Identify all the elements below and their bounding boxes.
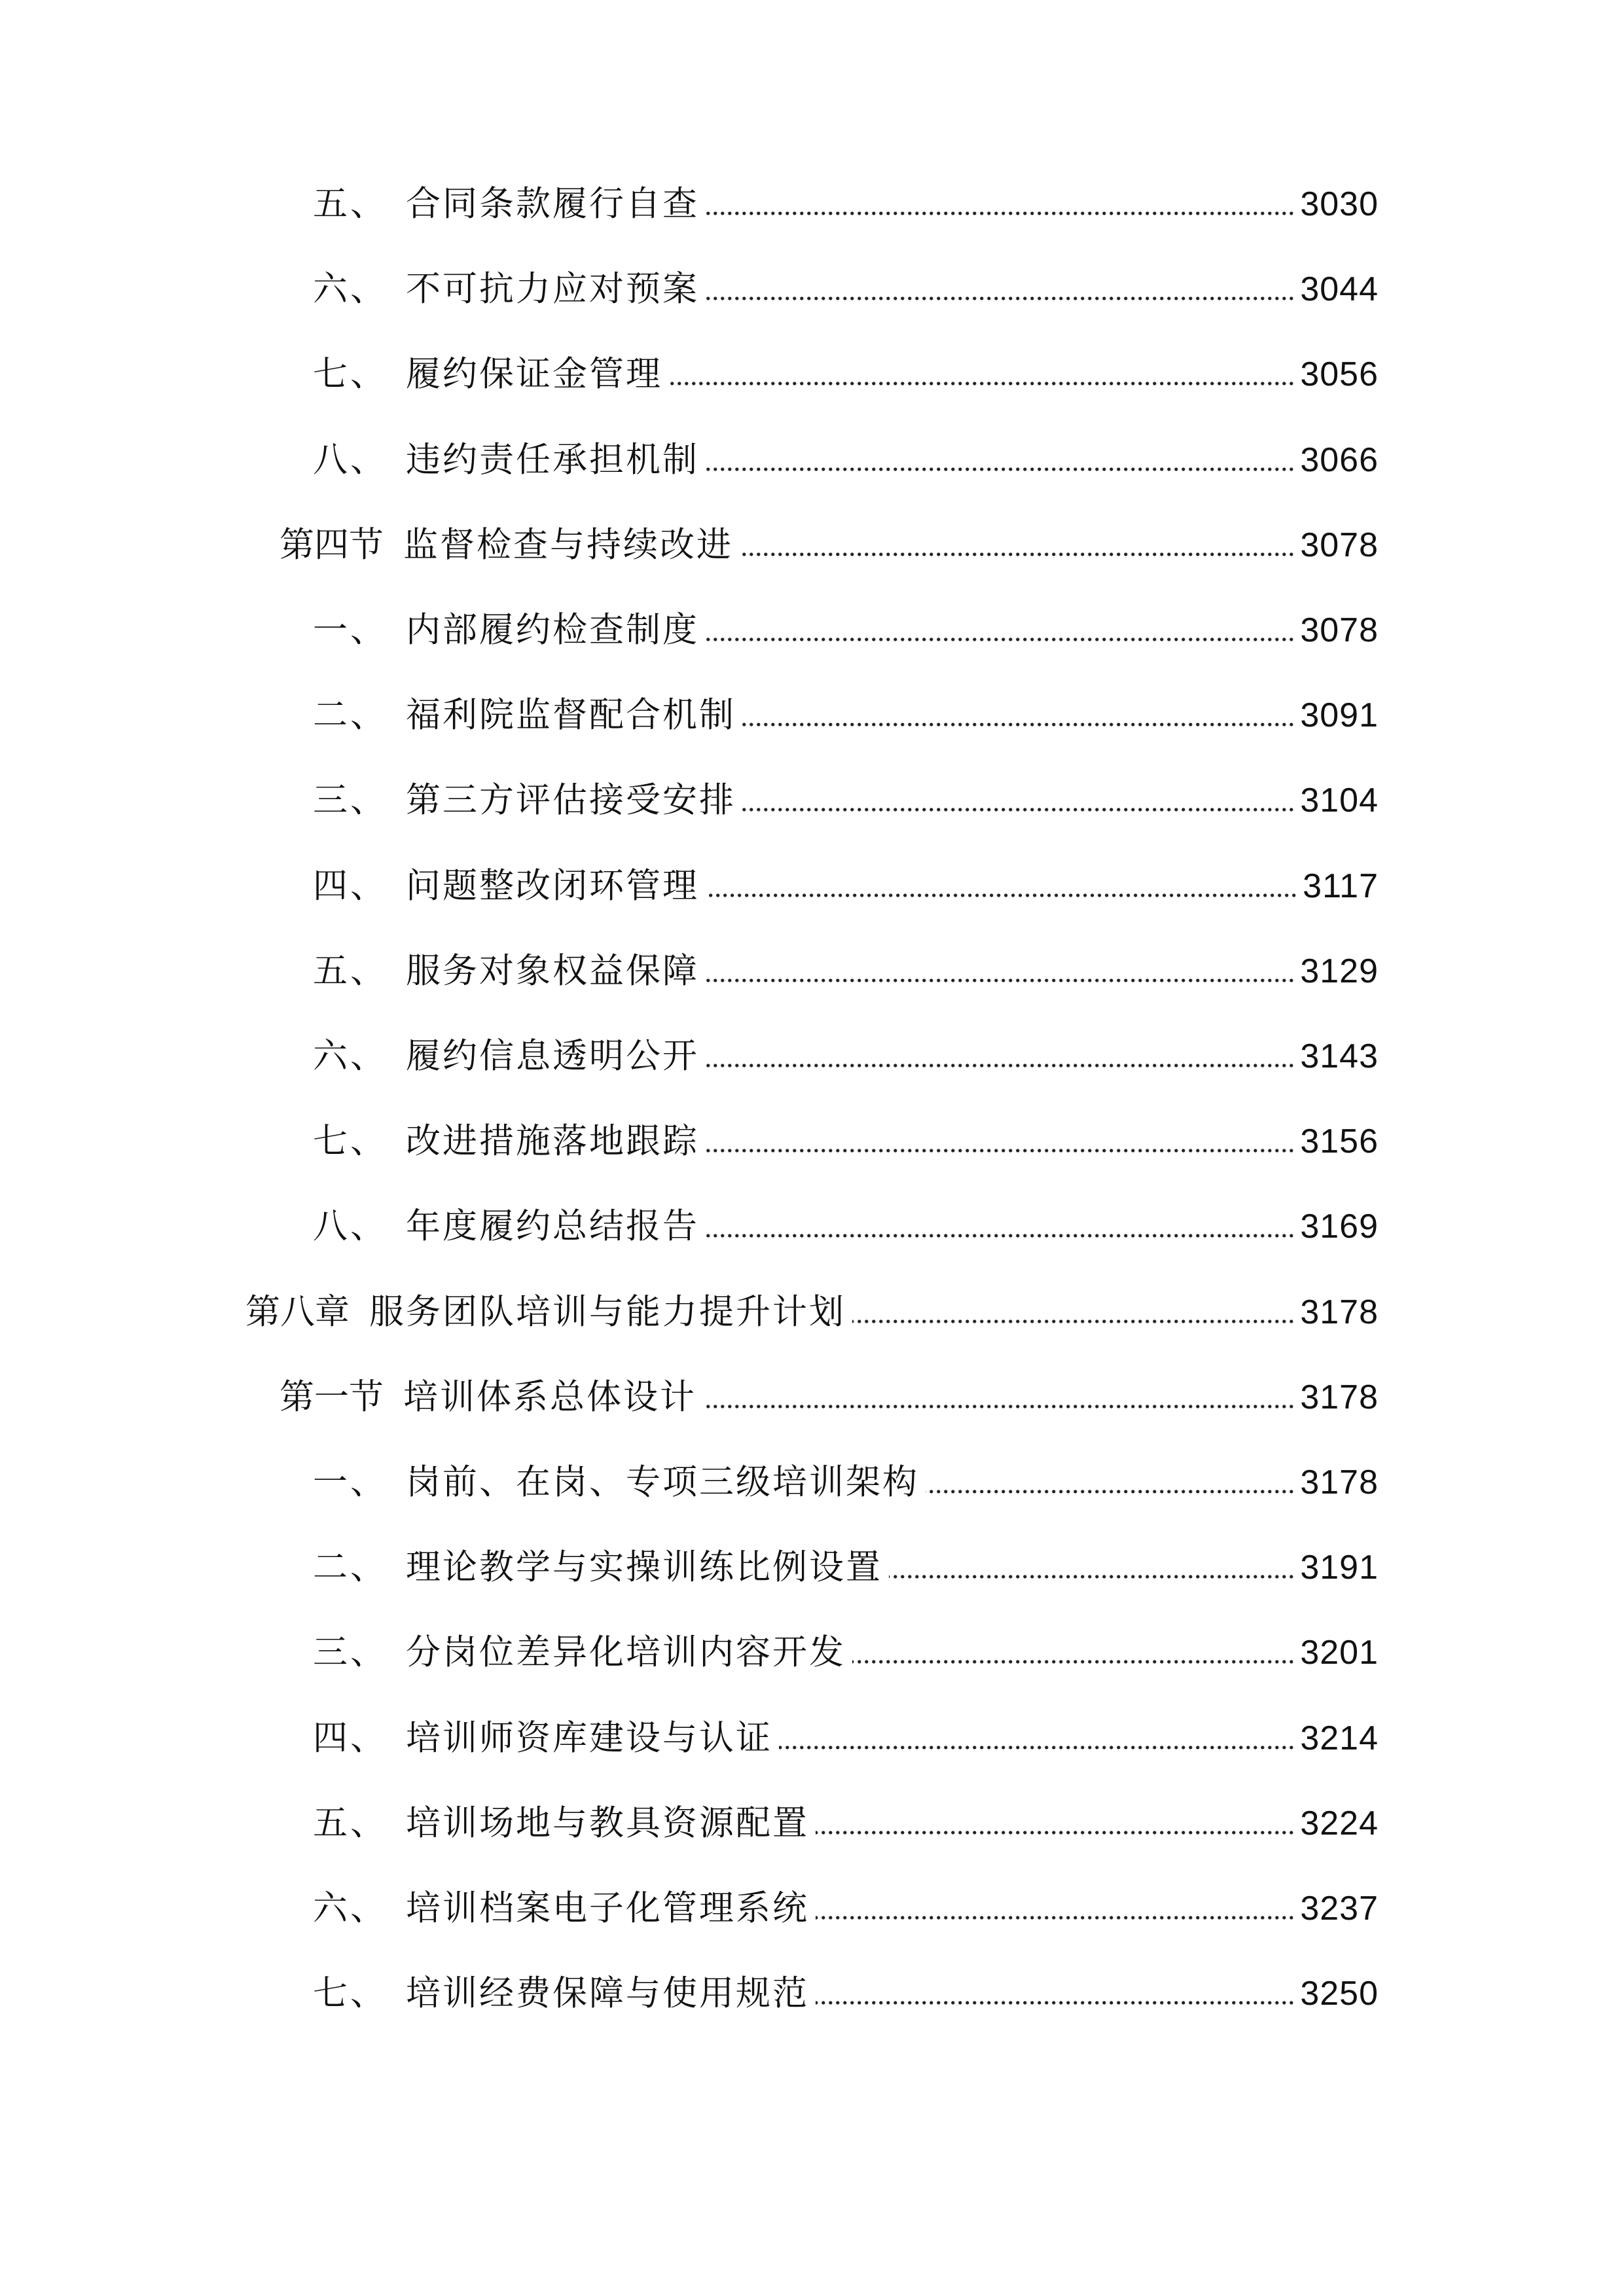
toc-entry-title: 改进措施落地跟踪 (406, 1121, 699, 1162)
toc-entry[interactable] (313, 424, 1379, 496)
toc-entry-page: 3178 (1300, 1378, 1379, 1416)
toc-entry-title: 服务团队培训与能力提升计划 (369, 1291, 846, 1332)
toc-entry-title: 培训经费保障与使用规范 (406, 1973, 809, 2014)
toc-entry-number: 三、 (313, 780, 388, 821)
toc-entry-number: 第一节 (280, 1376, 384, 1417)
toc-entry-title: 服务对象权益保障 (406, 950, 699, 991)
toc-entry-title: 履约保证金管理 (406, 354, 662, 395)
toc-entry[interactable] (313, 1191, 1379, 1263)
dot-leader (852, 1657, 1295, 1666)
toc-entry-page: 3030 (1300, 185, 1379, 223)
dot-leader (706, 1061, 1295, 1070)
toc-entry-page: 3191 (1300, 1549, 1379, 1587)
dot-leader (706, 1231, 1295, 1240)
toc-entry-page: 3129 (1300, 952, 1379, 990)
toc-entry[interactable] (313, 1617, 1379, 1689)
toc-entry[interactable] (313, 935, 1379, 1007)
toc-entry-page: 3078 (1300, 611, 1379, 649)
dot-leader (926, 1487, 1295, 1496)
toc-entry-page: 3091 (1300, 696, 1379, 735)
toc-entry-page: 3056 (1300, 355, 1379, 394)
dot-leader (740, 550, 1295, 559)
toc-entry[interactable] (313, 1787, 1379, 1859)
toc-entry-page: 3104 (1300, 781, 1379, 820)
toc-entry-page: 3117 (1303, 867, 1379, 905)
toc-entry-title: 福利院监督配合机制 (406, 695, 736, 736)
dot-leader (742, 720, 1295, 729)
toc-entry-number: 七、 (313, 1121, 388, 1162)
toc-entry[interactable] (313, 338, 1379, 410)
toc-entry-number: 五、 (313, 1803, 388, 1843)
toc-entry-number: 二、 (313, 1547, 388, 1588)
toc-entry[interactable] (313, 594, 1379, 666)
dot-leader (889, 1572, 1295, 1581)
toc-entry[interactable] (313, 850, 1379, 922)
toc-entry-page: 3224 (1300, 1804, 1379, 1842)
toc-entry-page: 3250 (1300, 1975, 1379, 2013)
toc-entry-number: 七、 (313, 1973, 388, 2014)
toc-entry-title: 问题整改闭环管理 (406, 865, 699, 906)
toc-entry-title: 岗前、在岗、专项三级培训架构 (406, 1462, 919, 1502)
dot-leader (706, 294, 1295, 303)
toc-entry[interactable] (313, 764, 1379, 836)
toc-entry-title: 培训档案电子化管理系统 (406, 1888, 809, 1928)
toc-entry[interactable] (313, 1702, 1379, 1774)
toc-entry-title: 监督检查与持续改进 (403, 524, 733, 565)
dot-leader (706, 891, 1297, 900)
toc-entry[interactable] (313, 1446, 1379, 1518)
toc-entry-title: 不可抗力应对预案 (406, 269, 699, 310)
toc-entry-number: 一、 (313, 610, 388, 650)
toc-entry[interactable] (280, 1361, 1379, 1433)
toc-entry-number: 二、 (313, 695, 388, 736)
toc-entry-number: 第八章 (245, 1291, 350, 1332)
toc-entry-page: 3044 (1300, 270, 1379, 309)
toc-entry-page: 3214 (1300, 1719, 1379, 1757)
toc-entry-page: 3178 (1300, 1463, 1379, 1501)
dot-leader (706, 465, 1295, 474)
toc-entry[interactable] (280, 509, 1379, 581)
dot-leader (816, 1913, 1295, 1922)
toc-entry-title: 年度履约总结报告 (406, 1206, 699, 1247)
toc-entry-page: 3178 (1300, 1293, 1379, 1331)
toc-entry-number: 一、 (313, 1462, 388, 1502)
toc-entry-title: 理论教学与实操训练比例设置 (406, 1547, 882, 1588)
dot-leader (706, 1146, 1295, 1155)
dot-leader (706, 209, 1295, 218)
toc-entry[interactable] (313, 679, 1379, 751)
toc-entry-title: 履约信息透明公开 (406, 1036, 699, 1076)
toc-entry-number: 六、 (313, 269, 388, 310)
toc-entry-number: 六、 (313, 1888, 388, 1928)
toc-entry-page: 3143 (1300, 1037, 1379, 1075)
toc-entry-title: 培训师资库建设与认证 (406, 1717, 772, 1758)
toc-entry-page: 3201 (1300, 1634, 1379, 1672)
toc-entry[interactable] (313, 168, 1379, 240)
toc-entry-number: 五、 (313, 950, 388, 991)
toc-entry-page: 3066 (1300, 440, 1379, 479)
toc-entry-number: 四、 (313, 865, 388, 906)
toc-entry-title: 内部履约检查制度 (406, 610, 699, 650)
toc-entry-title: 培训场地与教具资源配置 (406, 1803, 809, 1843)
toc-entry[interactable] (313, 1873, 1379, 1945)
toc-entry-page: 3156 (1300, 1122, 1379, 1161)
dot-leader (706, 976, 1295, 985)
dot-leader (669, 379, 1295, 388)
toc-entry-number: 五、 (313, 184, 388, 224)
toc-entry-number: 三、 (313, 1632, 388, 1673)
toc-entry[interactable] (245, 1276, 1379, 1348)
dot-leader (816, 1828, 1295, 1837)
dot-leader (706, 635, 1295, 644)
toc-entry-number: 八、 (313, 1206, 388, 1247)
toc-entry-number: 七、 (313, 354, 388, 395)
toc-entry[interactable] (313, 253, 1379, 325)
toc-entry-number: 六、 (313, 1036, 388, 1076)
toc-entry-page: 3078 (1300, 526, 1379, 564)
toc-entry-number: 第四节 (280, 524, 384, 565)
toc-entry-title: 培训体系总体设计 (403, 1376, 696, 1417)
toc-entry-number: 四、 (313, 1717, 388, 1758)
dot-leader (816, 1998, 1295, 2007)
toc-entry-title: 分岗位差异化培训内容开发 (406, 1632, 846, 1673)
toc-entry[interactable] (313, 1105, 1379, 1177)
toc-entry-page: 3169 (1300, 1208, 1379, 1246)
toc-entry-page: 3237 (1300, 1890, 1379, 1928)
toc-entry-number: 八、 (313, 439, 388, 480)
dot-leader (852, 1317, 1295, 1326)
dot-leader (779, 1743, 1295, 1752)
toc-entry[interactable] (313, 1958, 1379, 2030)
toc-entry[interactable] (313, 1020, 1379, 1092)
dot-leader (742, 805, 1295, 814)
toc-entry[interactable] (313, 1532, 1379, 1604)
toc-entry-title: 合同条款履行自查 (406, 184, 699, 224)
dot-leader (703, 1402, 1295, 1411)
toc-entry-title: 第三方评估接受安排 (406, 780, 736, 821)
toc-entry-title: 违约责任承担机制 (406, 439, 699, 480)
